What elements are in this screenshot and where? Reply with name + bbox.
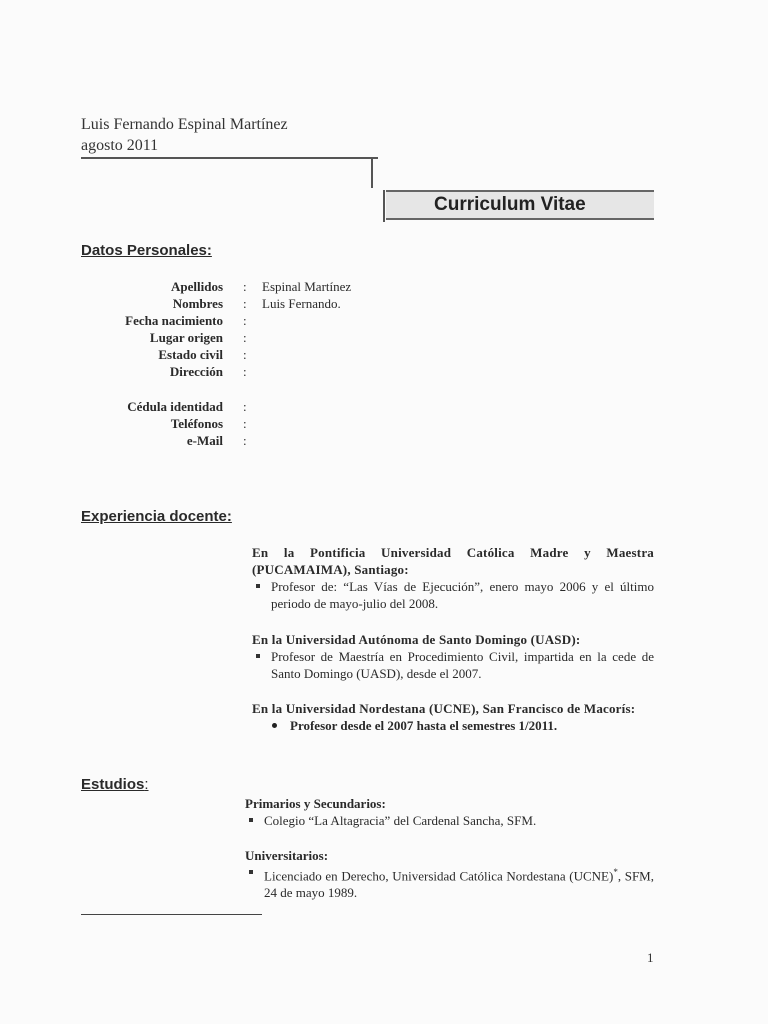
studies-item-text-end: , SFM, 24 de mayo 1989. xyxy=(264,868,654,901)
personal-colon: : xyxy=(243,364,247,379)
experience-institution: En la Pontificia Universidad Católica Madre y Maestra (PUCAMAIMA), Santiago: xyxy=(252,545,654,577)
studies-item: Colegio “La Altagracia” del Cardenal Sancha, SFM. xyxy=(245,812,654,829)
personal-colon: : xyxy=(243,347,247,362)
experience-entry xyxy=(252,631,654,682)
studies-group-title: Primarios y Secundarios: xyxy=(245,796,386,811)
studies-group xyxy=(245,847,654,901)
studies-item-text: Licenciado en Derecho, Universidad Católica Nordestana (UCNE) xyxy=(264,868,614,884)
personal-row xyxy=(60,296,460,313)
personal-label: Estado civil xyxy=(158,347,223,362)
studies-group xyxy=(245,795,654,829)
personal-value: Luis Fernando. xyxy=(262,296,341,311)
studies-heading xyxy=(81,776,149,793)
personal-colon: : xyxy=(243,296,247,311)
personal-row xyxy=(60,330,460,347)
personal-colon: : xyxy=(243,330,247,345)
personal-row xyxy=(60,313,460,330)
personal-label: Apellidos xyxy=(170,279,223,294)
footnote-rule xyxy=(81,914,262,915)
personal-row xyxy=(60,399,460,416)
document-date: agosto 2011 xyxy=(81,137,159,154)
studies-group-title: Universitarios: xyxy=(245,848,329,863)
experience-institution: En la Universidad Autónoma de Santo Domingo (UASD): xyxy=(252,632,581,647)
experience-item: Profesor de: “Las Vías de Ejecución”, enero mayo 2006 y el último periodo de mayo-julio del 2008. xyxy=(252,578,654,612)
header-vertical-rule xyxy=(371,158,373,188)
personal-label: Nombres xyxy=(172,296,223,311)
personal-row xyxy=(60,416,460,433)
experience-entry xyxy=(252,700,654,734)
experience-item: Profesor de Maestría en Procedimiento Civil, impartida en la cede de Santo Domingo (UASD), desde el 2007. xyxy=(252,648,654,682)
personal-row xyxy=(60,433,460,450)
personal-label: Cédula identidad xyxy=(127,399,223,414)
personal-colon: : xyxy=(243,279,247,294)
personal-colon: : xyxy=(243,313,247,328)
experience-institution: En la Universidad Nordestana (UCNE), San Francisco de Macorís: xyxy=(252,701,636,716)
personal-row xyxy=(60,279,460,296)
title-vertical-rule xyxy=(383,190,385,222)
personal-colon: : xyxy=(243,416,247,431)
personal-row xyxy=(60,364,460,381)
personal-value: Espinal Martínez xyxy=(262,279,352,294)
studies-heading-text: Estudios xyxy=(81,776,145,793)
title-box xyxy=(386,190,654,220)
personal-label: Dirección xyxy=(169,364,223,379)
footnote-mark: * xyxy=(613,867,618,877)
personal-label: Lugar origen xyxy=(149,330,223,345)
studies-heading-colon: : xyxy=(144,776,149,793)
personal-label: Fecha nacimiento xyxy=(125,313,223,328)
personal-heading: Datos Personales: xyxy=(81,242,212,259)
personal-colon: : xyxy=(243,399,247,414)
author-name: Luis Fernando Espinal Martínez xyxy=(81,116,288,133)
experience-entry xyxy=(252,544,654,612)
experience-item: Profesor desde el 2007 hasta el semestres 1/2011. xyxy=(252,717,654,734)
personal-colon: : xyxy=(243,433,247,448)
document-title: Curriculum Vitae xyxy=(434,194,586,215)
experience-heading: Experiencia docente: xyxy=(81,508,232,525)
studies-item xyxy=(245,864,654,901)
personal-label: e-Mail xyxy=(186,433,223,448)
header-rule xyxy=(81,157,378,159)
personal-row xyxy=(60,347,460,364)
page-number: 1 xyxy=(647,950,654,965)
personal-label: Teléfonos xyxy=(170,416,223,431)
